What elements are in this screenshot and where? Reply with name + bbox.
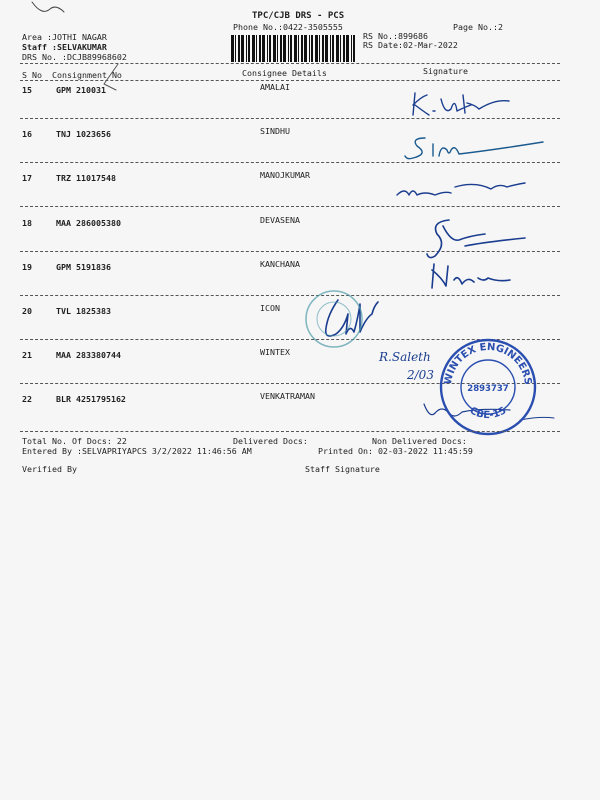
row-sno: 20 [22, 306, 32, 316]
barcode-bar [259, 35, 261, 62]
signature-row-19 [428, 260, 538, 292]
column-header-consignment: Consignment No [52, 70, 122, 80]
barcode-bar [294, 35, 297, 62]
column-header-consignee: Consignee Details [242, 68, 327, 78]
row-consignment-no: TNJ 1023656 [56, 129, 111, 140]
row-consignee: WINTEX [260, 347, 290, 358]
column-header-sno: S No [22, 70, 42, 80]
non-delivered-docs: Non Delivered Docs: [372, 436, 467, 446]
signature-row-15 [405, 85, 525, 125]
stamp-city: CBE-15 [467, 405, 509, 422]
verified-by-label: Verified By [22, 464, 77, 474]
barcode-bar [346, 35, 349, 62]
row-consignment-no: GPM 5191836 [56, 261, 111, 272]
row-sno: 15 [22, 85, 32, 95]
row-sno: 16 [22, 129, 32, 140]
signature-row-16 [403, 130, 553, 170]
barcode-bar [288, 35, 289, 62]
barcode [231, 35, 359, 62]
staff-label: Staff :SELVAKUMAR [22, 42, 107, 52]
row-consignee: SINDHU [260, 126, 290, 137]
row-sno: 18 [22, 217, 32, 228]
faded-round-stamp [303, 288, 365, 350]
barcode-bar [252, 35, 255, 62]
delivered-docs: Delivered Docs: [233, 436, 308, 446]
phone-number: Phone No.:0422-3505555 [233, 22, 343, 32]
row-consignee: DEVASENA [260, 214, 300, 225]
barcode-bar [269, 35, 271, 62]
footer-divider [20, 431, 560, 432]
barcode-bar [238, 35, 240, 62]
barcode-bar [309, 35, 310, 62]
barcode-bar [277, 35, 278, 62]
row-sno: 22 [22, 394, 32, 405]
rs-number: RS No.:899686 [363, 31, 428, 41]
handwritten-date: 2/03 [407, 368, 434, 382]
barcode-bar [351, 35, 352, 62]
column-header-signature: Signature [423, 66, 468, 76]
barcode-bar [290, 35, 292, 62]
document-title: TPC/CJB DRS - PCS [252, 11, 345, 21]
barcode-bar [304, 35, 307, 62]
row-consignment-no: MAA 286005380 [56, 217, 121, 228]
barcode-bar [262, 35, 265, 62]
area-label: Area :JOTHI NAGAR [22, 32, 107, 42]
barcode-bar [353, 35, 355, 62]
row-consignee: VENKATRAMAN [260, 391, 315, 402]
row-sno: 21 [22, 350, 32, 361]
row-consignment-no: GPM 210031 [56, 85, 106, 95]
stamp-name: WINTEX ENGINEERS [442, 341, 534, 386]
stamp-number: 2893737 [467, 384, 509, 394]
barcode-bar [311, 35, 313, 62]
row-consignee: MANOJKUMAR [260, 170, 310, 181]
row-sno: 19 [22, 261, 32, 272]
page-number: Page No.:2 [453, 22, 503, 32]
row-consignment-no: TVL 1825383 [56, 306, 111, 316]
barcode-bar [267, 35, 268, 62]
total-docs: Total No. Of Docs: 22 [22, 436, 127, 446]
row-consignment-no: BLR 4251795162 [56, 394, 126, 405]
header-divider [20, 63, 560, 64]
row-sno: 17 [22, 173, 32, 184]
barcode-bar [330, 35, 331, 62]
staff-signature-label: Staff Signature [305, 464, 380, 474]
column-header-divider [20, 80, 560, 81]
signature-row-18 [425, 212, 545, 267]
row-divider [20, 206, 560, 207]
barcode-bar [241, 35, 244, 62]
row-consignee: ICON [260, 303, 280, 313]
barcode-bar [315, 35, 318, 62]
signature-row-17 [395, 173, 535, 203]
barcode-bar [231, 35, 234, 62]
svg-text:WINTEX ENGINEERS [443, 342, 533, 386]
barcode-bar [235, 35, 236, 62]
row-divider [20, 295, 560, 296]
barcode-bar [325, 35, 328, 62]
barcode-bar [301, 35, 303, 62]
barcode-bar [322, 35, 324, 62]
drs-number: DRS No. :DCJB89968602 [22, 52, 127, 62]
row-consignment-no: MAA 283380744 [56, 350, 121, 361]
barcode-bar [332, 35, 334, 62]
handwritten-name: R.Saleth [379, 350, 431, 364]
company-stamp [437, 336, 539, 438]
barcode-bar [340, 35, 341, 62]
barcode-bar [336, 35, 339, 62]
svg-text:CBE-15 [468, 405, 509, 421]
barcode-bar [319, 35, 320, 62]
barcode-bar [298, 35, 299, 62]
printed-on: Printed On: 02-03-2022 11:45:59 [318, 446, 473, 456]
entered-by: Entered By :SELVAPRIYAPCS 3/2/2022 11:46:56 AM [22, 446, 252, 456]
barcode-bar [343, 35, 345, 62]
row-consignee: AMALAI [260, 82, 290, 92]
barcode-bar [280, 35, 282, 62]
corner-mark [28, 0, 68, 20]
barcode-bar [273, 35, 276, 62]
row-consignee: KANCHANA [260, 258, 300, 269]
rs-date: RS Date:02-Mar-2022 [363, 40, 458, 50]
barcode-bar [246, 35, 247, 62]
row-consignment-no: TRZ 11017548 [56, 173, 116, 184]
barcode-bar [283, 35, 286, 62]
barcode-bar [256, 35, 257, 62]
barcode-bar [248, 35, 250, 62]
